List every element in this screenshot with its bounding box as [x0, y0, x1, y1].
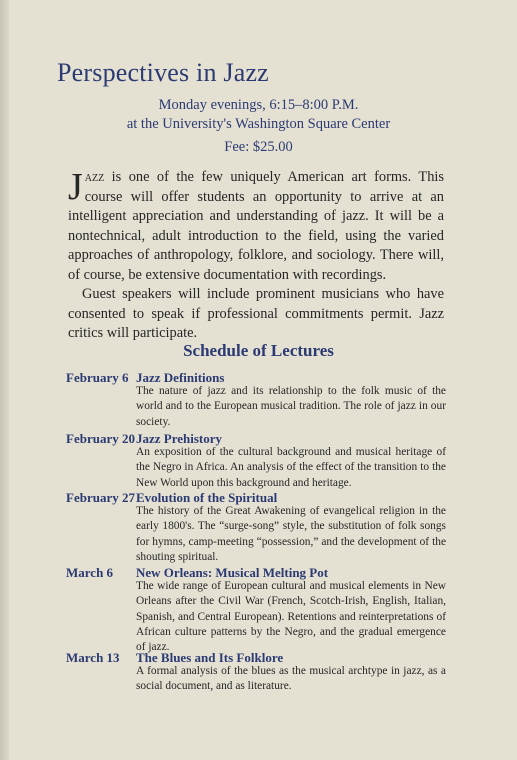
intro-paragraph-2: Guest speakers will include prominent musicians who have consented to speak if professional commitments permit. Jazz critics will participate.: [68, 286, 444, 341]
location-line: at the University's Washington Square Center: [126, 116, 391, 132]
lecture-title: Jazz Definitions: [136, 370, 225, 385]
intro-paragraph-1-text: is one of the few uniquely American art forms. This course will offer students an opportunity to arrive at an intelligent appreciation and understanding of jazz. It will be a nontechnical, adult introduction to the field, using the varied approaches of anthropology, folklore, and sociology. There will, of course, be extensive documentation with recordings.: [68, 169, 444, 283]
lecture-description: The history of the Great Awakening of evangelical religion in the early 1800's. The “surge-song” style, the substitution of folk songs for hymns, camp-meeting “possession,” and the development of the shouting spiritual.: [136, 505, 446, 563]
lecture-description: An exposition of the cultural background and musical heritage of the Negro in Africa. An analysis of the effect of the transition to the New World upon this background and heritage.: [136, 446, 446, 489]
lecture-date: March 13: [66, 650, 120, 665]
fee-line: Fee: $25.00: [224, 139, 293, 155]
schedule-heading: Schedule of Lectures: [183, 341, 334, 360]
intro-text: [68, 168, 444, 344]
drop-cap: J: [68, 166, 83, 208]
lecture-date: February 27: [66, 490, 135, 505]
schedule-line: Monday evenings, 6:15–8:00 P.M.: [158, 97, 359, 113]
lecture-description: A formal analysis of the blues as the musical archtype in jazz, as a social document, and as literature.: [136, 665, 446, 693]
lecture-title: The Blues and Its Folklore: [136, 650, 284, 665]
first-word-rest: azz: [84, 169, 105, 185]
lecture-title: Jazz Prehistory: [136, 431, 223, 446]
lecture-title: New Orleans: Musical Melting Pot: [136, 565, 329, 580]
page-title: Perspectives in Jazz: [57, 58, 269, 87]
lecture-date: February 6: [66, 370, 129, 385]
intro-paragraph-1: [68, 168, 444, 285]
lecture-date: March 6: [66, 565, 114, 580]
lecture-title: Evolution of the Spiritual: [136, 490, 278, 505]
lecture-date: February 20: [66, 431, 135, 446]
lecture-description: The wide range of European cultural and musical elements in New Orleans after the Civil War (French, Scotch-Irish, English, Italian, Spanish, and Central European). Retentions and reinterpretations of African culture patterns by the Negro, and the gradual emergence of jazz.: [136, 580, 446, 654]
paper-edge: [0, 0, 9, 760]
lecture-description: The nature of jazz and its relationship to the folk music of the world and to the European musical tradition. The role of jazz in our society.: [136, 385, 446, 428]
